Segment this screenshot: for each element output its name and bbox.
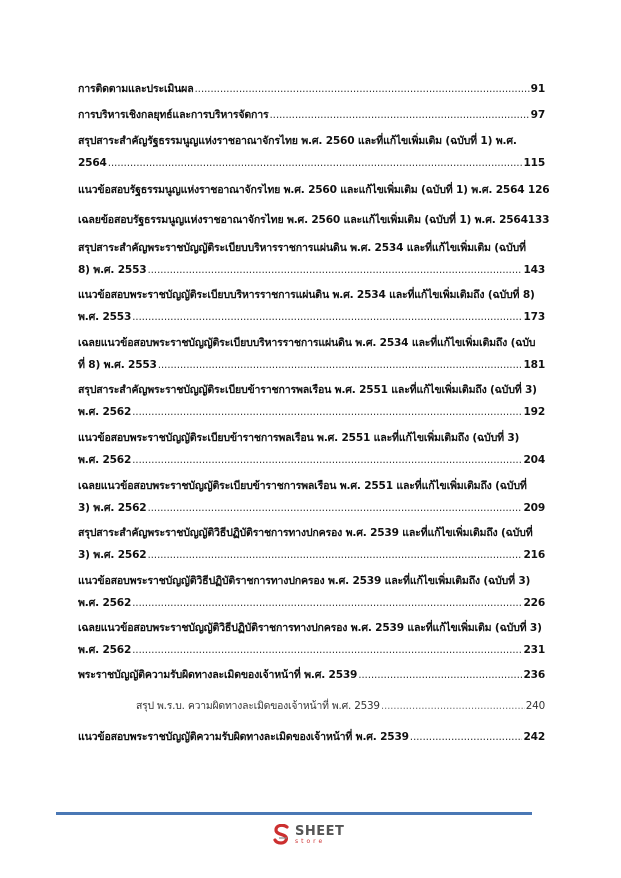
toc-entry[interactable] [78,570,545,614]
toc-entry-title-continued: 3) พ.ศ. 2562 [78,502,147,514]
toc-leader-dots [132,306,522,328]
toc-entry-title: การติดตามและประเมินผล [78,83,194,95]
toc-entry-title-continued: 8) พ.ศ. 2553 [78,264,147,276]
toc-leader-dots [147,497,522,519]
toc-entry[interactable] [78,379,545,423]
toc-entry-title-continued: พ.ศ. 2562 [78,454,132,466]
toc-entry-title: เฉลยแนวข้อสอบพระราชบัญญัติวิธีปฏิบัติราชการทางปกครอง พ.ศ. 2539 และที่แก้ไขเพิ่มเติม (ฉบับที่ 3) [78,622,542,634]
toc-leader-dots [108,152,523,174]
toc-entry-title: แนวข้อสอบพระราชบัญญัติวิธีปฏิบัติราชการทางปกครอง พ.ศ. 2539 และที่แก้ไขเพิ่มเติมถึง (ฉบับที่ 3) [78,575,531,587]
toc-leader-dots [132,401,522,423]
toc-entry[interactable] [78,237,545,281]
toc-entry-title-continued: พ.ศ. 2562 [78,644,132,656]
toc-page-number: 231 [523,644,545,656]
toc-entry[interactable] [78,179,550,201]
toc-leader-dots [194,78,529,100]
toc-leader-dots [132,449,522,471]
toc-page-number: 240 [525,700,545,712]
toc-entry[interactable] [78,209,550,231]
toc-leader-dots [410,726,523,748]
toc-entry-title-continued: พ.ศ. 2553 [78,311,132,323]
logo-subtext: store [295,838,326,845]
table-of-contents [78,78,550,758]
toc-entry-title-continued: 3) พ.ศ. 2562 [78,549,147,561]
toc-page-number: 226 [523,597,545,609]
toc-entry-title: พระราชบัญญัติความรับผิดทางละเมิดของเจ้าหน้าที่ พ.ศ. 2539 [78,669,358,681]
toc-page-number: 143 [523,264,545,276]
toc-page-number: 192 [523,406,545,418]
toc-entry-title: เฉลยแนวข้อสอบพระราชบัญญัติระเบียบบริหารราชการแผ่นดิน พ.ศ. 2534 และที่แก้ไขเพิ่มเติมถึง (ฉบับ [78,337,536,349]
toc-entry-title: แนวข้อสอบพระราชบัญญัติความรับผิดทางละเมิดของเจ้าหน้าที่ พ.ศ. 2539 [78,731,409,743]
toc-entry[interactable] [78,695,545,717]
toc-entry-title-continued: 2564 [78,157,107,169]
footer-rule [56,812,532,815]
toc-entry[interactable] [78,78,545,100]
toc-entry[interactable] [78,284,545,328]
toc-leader-dots [147,259,522,281]
toc-entry-title: สรุป พ.ร.บ. ความผิดทางละเมิดของเจ้าหน้าที่ พ.ศ. 2539 [136,700,380,712]
toc-entry-title: เฉลยแนวข้อสอบพระราชบัญญัติระเบียบข้าราชการพลเรือน พ.ศ. 2551 และที่แก้ไขเพิ่มเติมถึง (ฉบับที่ [78,480,527,492]
toc-entry-title: การบริหารเชิงกลยุทธ์และการบริหารจัดการ [78,109,269,121]
toc-entry-title: สรุปสาระสำคัญพระราชบัญญัติระเบียบข้าราชการพลเรือน พ.ศ. 2551 และที่แก้ไขเพิ่มเติมถึง (ฉบับที่ 3) [78,384,537,396]
toc-entry-title: แนวข้อสอบพระราชบัญญัติระเบียบบริหารราชการแผ่นดิน พ.ศ. 2534 และที่แก้ไขเพิ่มเติมถึง (ฉบับที่ 8) [78,289,535,301]
toc-leader-dots [158,354,523,376]
toc-page-number: 216 [523,549,545,561]
toc-leader-dots [358,664,522,686]
toc-page-number: 242 [523,731,545,743]
toc-entry[interactable] [78,104,545,126]
toc-page-number: 209 [523,502,545,514]
toc-entry[interactable] [78,427,545,471]
toc-entry-title: สรุปสาระสำคัญพระราชบัญญัติระเบียบบริหารราชการแผ่นดิน พ.ศ. 2534 และที่แก้ไขเพิ่มเติม (ฉบับที่ [78,242,526,254]
toc-page-number: 91 [530,83,545,95]
toc-page-number: 173 [523,311,545,323]
toc-entry-title-continued: ที่ 8) พ.ศ. 2553 [78,359,157,371]
toc-entry[interactable] [78,726,545,748]
toc-page-number: 204 [523,454,545,466]
toc-entry-title: เฉลยข้อสอบรัฐธรรมนูญแห่งราชอาณาจักรไทย พ.ศ. 2560 และแก้ไขเพิ่มเติม (ฉบับที่ 1) พ.ศ. 2564133 [78,214,550,226]
toc-entry-title-continued: พ.ศ. 2562 [78,406,132,418]
logo-s-icon [273,824,291,846]
sheet-store-logo [273,824,344,846]
toc-page-number: 115 [523,157,545,169]
toc-entry[interactable] [78,617,545,661]
toc-entry-title-continued: พ.ศ. 2562 [78,597,132,609]
toc-entry[interactable] [78,522,545,566]
toc-entry[interactable] [78,664,545,686]
toc-leader-dots [147,544,522,566]
toc-entry[interactable] [78,332,545,376]
toc-leader-dots [132,639,522,661]
toc-leader-dots [132,592,522,614]
toc-page-number: 97 [530,109,545,121]
toc-page-number: 236 [523,669,545,681]
toc-leader-dots [381,695,525,717]
toc-entry-title: สรุปสาระสำคัญพระราชบัญญัติวิธีปฏิบัติราชการทางปกครอง พ.ศ. 2539 และที่แก้ไขเพิ่มเติมถึง (ฉบับที่ [78,527,533,539]
toc-page-number: 181 [523,359,545,371]
toc-entry-title: แนวข้อสอบพระราชบัญญัติระเบียบข้าราชการพลเรือน พ.ศ. 2551 และที่แก้ไขเพิ่มเติมถึง (ฉบับที่ 3) [78,432,520,444]
toc-entry[interactable] [78,130,545,174]
toc-leader-dots [269,104,529,126]
toc-entry-title: สรุปสาระสำคัญรัฐธรรมนูญแห่งราชอาณาจักรไทย พ.ศ. 2560 และที่แก้ไขเพิ่มเติม (ฉบับที่ 1) พ.ศ. [78,135,517,147]
toc-entry[interactable] [78,475,545,519]
toc-entry-title: แนวข้อสอบรัฐธรรมนูญแห่งราชอาณาจักรไทย พ.ศ. 2560 และแก้ไขเพิ่มเติม (ฉบับที่ 1) พ.ศ. 2564 126 [78,184,550,196]
logo-text: SHEET [295,824,345,839]
